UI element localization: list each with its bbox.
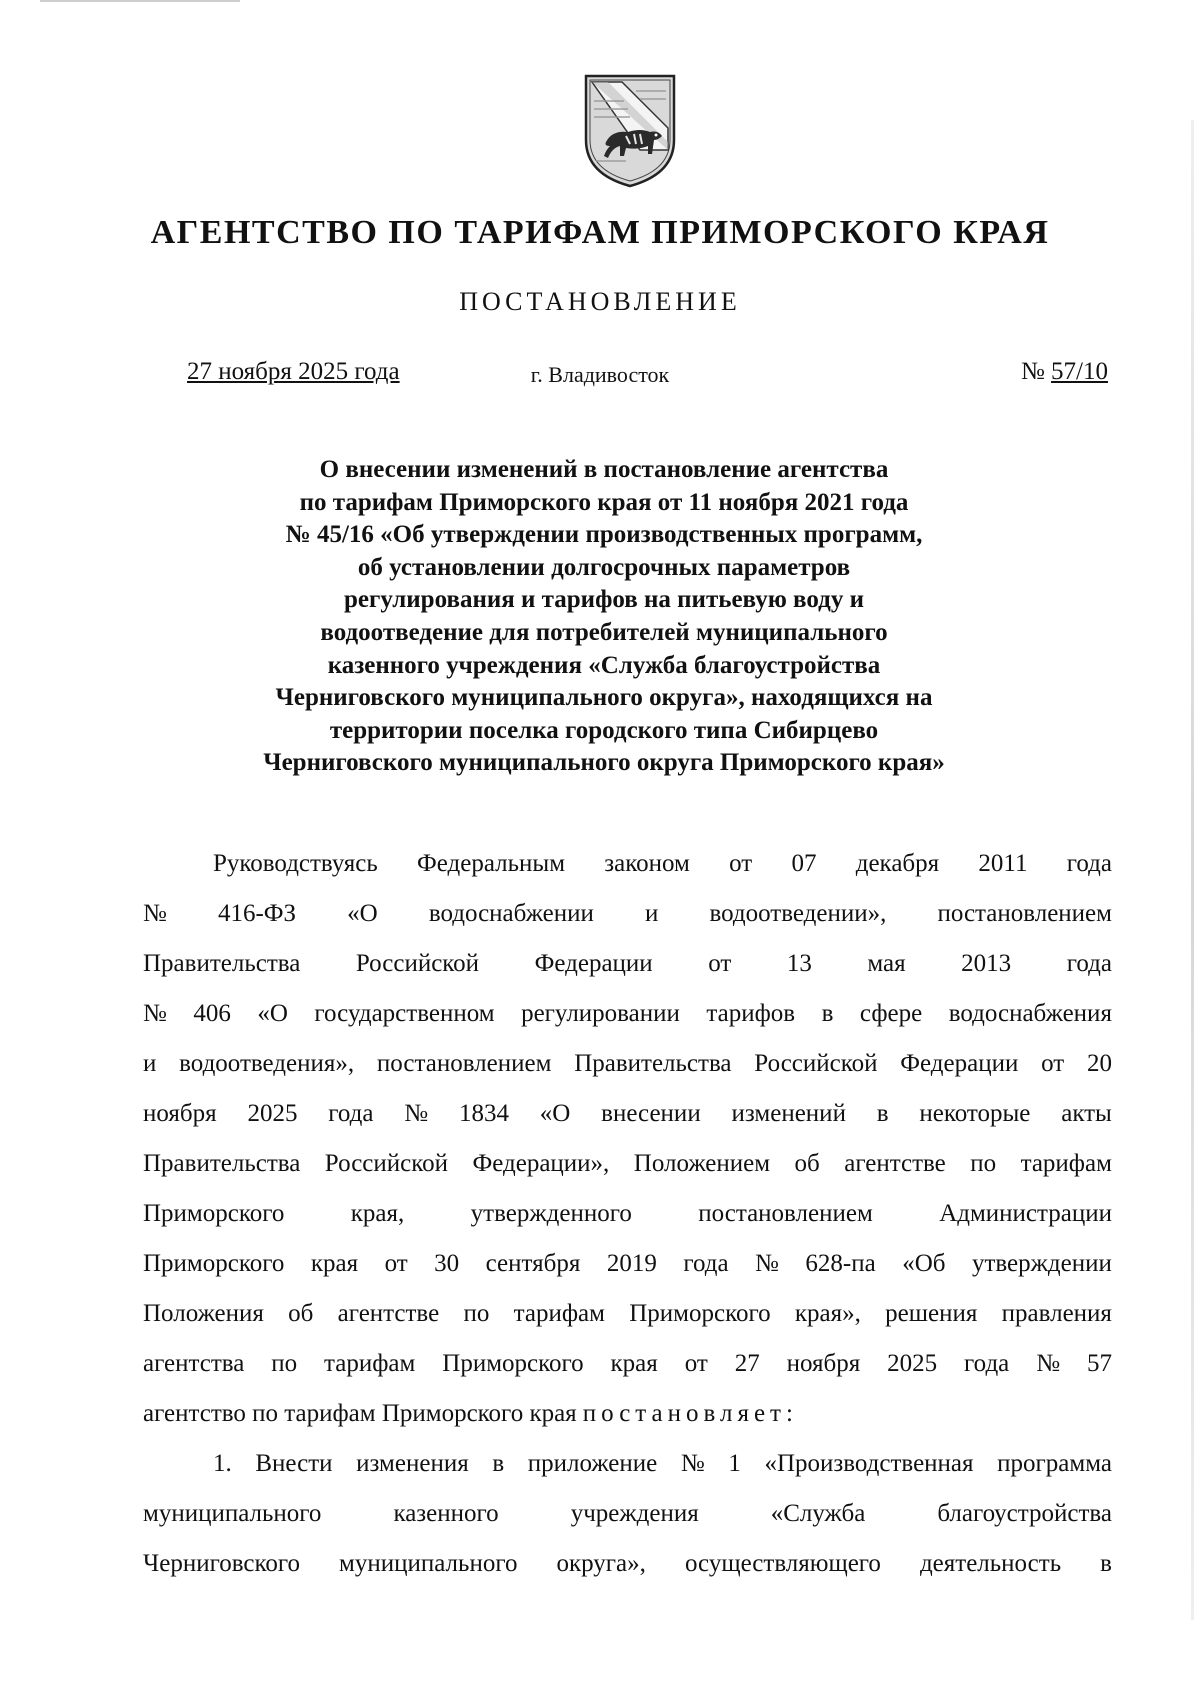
document-number bbox=[1021, 358, 1108, 386]
body-word: водоснабжении bbox=[428, 900, 594, 927]
body-word: от bbox=[684, 1350, 708, 1377]
body-word: 13 bbox=[786, 950, 812, 977]
body-word: по bbox=[970, 1150, 997, 1177]
body-word: 628-па bbox=[805, 1250, 876, 1277]
body-word: от bbox=[729, 850, 753, 877]
body-word: Приморского bbox=[442, 1350, 584, 1377]
body-word: края», bbox=[794, 1300, 861, 1327]
body-word: законом bbox=[604, 850, 690, 877]
body-word: водоснабжения bbox=[948, 1000, 1112, 1027]
body-word: 20 bbox=[1087, 1050, 1112, 1077]
body-line bbox=[143, 1039, 1112, 1089]
body-line bbox=[143, 1389, 1112, 1439]
body-word: в bbox=[876, 1100, 889, 1127]
body-word: Федеральным bbox=[417, 850, 566, 877]
body-word: по bbox=[271, 1350, 298, 1377]
body-line bbox=[143, 839, 1112, 889]
body-word: осуществляющего bbox=[684, 1550, 881, 1577]
body-word: Внести bbox=[255, 1450, 333, 1477]
body-word: решения bbox=[885, 1300, 978, 1327]
title-line: территории поселка городского типа Сибирцево bbox=[329, 716, 879, 744]
body-word: Черниговского bbox=[143, 1550, 300, 1577]
body-word: «Производственная bbox=[764, 1450, 974, 1477]
document-title bbox=[180, 454, 1028, 780]
body-word: № bbox=[143, 1000, 167, 1027]
body-line bbox=[143, 1289, 1112, 1339]
title-line: Черниговского муниципального округа Приморского края» bbox=[263, 749, 945, 777]
title-line: № 45/16 «Об утверждении производственных программ, bbox=[285, 521, 923, 549]
body-word: края bbox=[310, 1250, 359, 1277]
body-word: года bbox=[1066, 850, 1112, 877]
body-word: «Об bbox=[902, 1250, 946, 1277]
body-word: Администрации bbox=[939, 1200, 1112, 1227]
body-word: утвержденного bbox=[470, 1200, 632, 1227]
body-word: года bbox=[1066, 950, 1112, 977]
body-word: в bbox=[492, 1450, 505, 1477]
body-word: деятельность bbox=[919, 1550, 1062, 1577]
body-word: ноября bbox=[786, 1350, 861, 1377]
resolves-word: постановляет: bbox=[582, 1400, 798, 1427]
title-line: казенного учреждения «Служба благоустройства bbox=[327, 651, 881, 679]
body-word: мая bbox=[867, 950, 906, 977]
body-word: некоторые bbox=[919, 1100, 1031, 1127]
title-line: об установлении долгосрочных параметров bbox=[357, 553, 851, 581]
body-word: и bbox=[143, 1050, 157, 1077]
body-word: сентября bbox=[485, 1250, 581, 1277]
body-line bbox=[143, 1489, 1112, 1539]
body-word: 406 bbox=[193, 1000, 231, 1027]
body-word: года bbox=[964, 1350, 1010, 1377]
body-word: «О bbox=[539, 1100, 571, 1127]
body-word: № bbox=[755, 1250, 779, 1277]
coat-of-arms-emblem bbox=[578, 70, 682, 190]
body-word: регулировании bbox=[521, 1000, 680, 1027]
body-word: об bbox=[288, 1300, 314, 1327]
body-word: утверждении bbox=[971, 1250, 1112, 1277]
body-line-text: агентство по тарифам Приморского края bbox=[143, 1400, 577, 1427]
body-line bbox=[143, 1139, 1112, 1189]
body-word: декабря bbox=[855, 850, 940, 877]
body-word: казенного bbox=[393, 1500, 499, 1527]
body-word: округа», bbox=[556, 1550, 646, 1577]
body-line bbox=[143, 1339, 1112, 1389]
body-word: 1 bbox=[728, 1450, 741, 1477]
title-line: Черниговского муниципального округа», находящихся на bbox=[275, 684, 933, 712]
body-word: Приморского bbox=[629, 1300, 771, 1327]
scan-edge-top bbox=[40, 0, 240, 2]
body-word: 2025 bbox=[887, 1350, 938, 1377]
body-word: Российской bbox=[754, 1050, 878, 1077]
document-city: г. Владивосток bbox=[530, 362, 670, 387]
body-word: ноября bbox=[143, 1100, 217, 1127]
body-word: правления bbox=[1001, 1300, 1112, 1327]
body-word: Российской bbox=[355, 950, 480, 977]
title-line: по тарифам Приморского края от 11 ноября 2021 года bbox=[299, 488, 909, 516]
document-body bbox=[143, 839, 1112, 1589]
body-line bbox=[143, 1539, 1112, 1589]
body-line bbox=[143, 1239, 1112, 1289]
body-word: агентства bbox=[143, 1350, 245, 1377]
body-word: об bbox=[794, 1150, 820, 1177]
body-word: постановлением bbox=[376, 1050, 552, 1077]
title-line: регулирования и тарифов на питьевую воду и bbox=[344, 586, 864, 614]
document-date: 27 ноября 2025 года bbox=[187, 358, 400, 385]
body-word: муниципального bbox=[339, 1550, 518, 1577]
body-word: благоустройства bbox=[937, 1500, 1112, 1527]
body-word: Положения bbox=[143, 1300, 264, 1327]
body-word: 416-ФЗ bbox=[217, 900, 297, 927]
title-line: водоотведение для потребителей муниципального bbox=[320, 618, 888, 646]
body-word: внесении bbox=[601, 1100, 701, 1127]
body-word: и bbox=[645, 900, 659, 927]
body-word: приложение bbox=[527, 1450, 658, 1477]
body-word: программа bbox=[997, 1450, 1112, 1477]
body-word: Российской bbox=[324, 1150, 449, 1177]
body-word: № bbox=[143, 900, 167, 927]
body-word: водоотведения», bbox=[179, 1050, 355, 1077]
body-word: тарифам bbox=[513, 1300, 605, 1327]
body-line bbox=[143, 1189, 1112, 1239]
body-word: сфере bbox=[859, 1000, 923, 1027]
body-word: 2025 bbox=[247, 1100, 298, 1127]
body-line bbox=[143, 939, 1112, 989]
body-word: тарифам bbox=[1020, 1150, 1112, 1177]
body-word: от bbox=[1041, 1050, 1065, 1077]
title-line: О внесении изменений в постановление агентства bbox=[319, 456, 889, 483]
body-word: № bbox=[680, 1450, 705, 1477]
body-word: акты bbox=[1061, 1100, 1112, 1127]
body-word: постановлением bbox=[937, 900, 1112, 927]
body-word: года bbox=[328, 1100, 374, 1127]
body-word: Приморского bbox=[143, 1250, 285, 1277]
body-word: края, bbox=[350, 1200, 405, 1227]
body-word: года bbox=[683, 1250, 729, 1277]
agency-name: АГЕНТСТВО ПО ТАРИФАМ ПРИМОРСКОГО КРАЯ bbox=[150, 214, 1050, 251]
scan-edge-right bbox=[1191, 120, 1194, 1620]
body-word: 57 bbox=[1086, 1350, 1112, 1377]
number-prefix: № bbox=[1020, 358, 1045, 385]
body-word: Федерации», bbox=[472, 1150, 610, 1177]
body-word: 2013 bbox=[961, 950, 1012, 977]
body-word: изменений bbox=[731, 1100, 846, 1127]
body-word: в bbox=[1100, 1550, 1112, 1577]
body-word: «О bbox=[257, 1000, 288, 1027]
body-word: от bbox=[708, 950, 732, 977]
body-word: 27 bbox=[734, 1350, 760, 1377]
body-word: Руководствуясь bbox=[213, 850, 378, 877]
body-word: 30 bbox=[434, 1250, 460, 1277]
body-word: тарифам bbox=[324, 1350, 416, 1377]
body-word: 2011 bbox=[978, 850, 1028, 877]
body-word: агентстве bbox=[337, 1300, 440, 1327]
body-word: «О bbox=[347, 900, 378, 927]
body-word: постановлением bbox=[698, 1200, 873, 1227]
body-word: Федерации bbox=[900, 1050, 1019, 1077]
body-word: Правительства bbox=[574, 1050, 732, 1077]
body-word: края bbox=[610, 1350, 658, 1377]
body-word: муниципального bbox=[143, 1500, 322, 1527]
body-word: тарифов bbox=[706, 1000, 796, 1027]
body-word: Приморского bbox=[143, 1200, 285, 1227]
body-word: 1834 bbox=[458, 1100, 509, 1127]
body-word: 2019 bbox=[606, 1250, 657, 1277]
body-word: 07 bbox=[791, 850, 817, 877]
body-word: Правительства bbox=[143, 1150, 301, 1177]
body-word: «Служба bbox=[770, 1500, 866, 1527]
body-word: учреждения bbox=[570, 1500, 699, 1527]
body-word: Положением bbox=[633, 1150, 771, 1177]
number-value: 57/10 bbox=[1051, 358, 1108, 385]
body-line bbox=[143, 1089, 1112, 1139]
body-word: от bbox=[384, 1250, 408, 1277]
body-word: Федерации bbox=[534, 950, 653, 977]
body-word: в bbox=[821, 1000, 834, 1027]
body-word: Правительства bbox=[143, 950, 301, 977]
body-word: агентстве bbox=[844, 1150, 946, 1177]
body-line bbox=[143, 1439, 1112, 1489]
body-word: водоотведении», bbox=[709, 900, 887, 927]
body-word: государственном bbox=[314, 1000, 495, 1027]
body-word: по bbox=[463, 1300, 490, 1327]
body-word: изменения bbox=[356, 1450, 469, 1477]
body-word: № bbox=[404, 1100, 429, 1127]
body-line bbox=[143, 889, 1112, 939]
body-word: 1. bbox=[213, 1450, 232, 1477]
document-type: ПОСТАНОВЛЕНИЕ bbox=[459, 287, 741, 316]
body-line bbox=[143, 989, 1112, 1039]
body-word: № bbox=[1036, 1350, 1061, 1377]
